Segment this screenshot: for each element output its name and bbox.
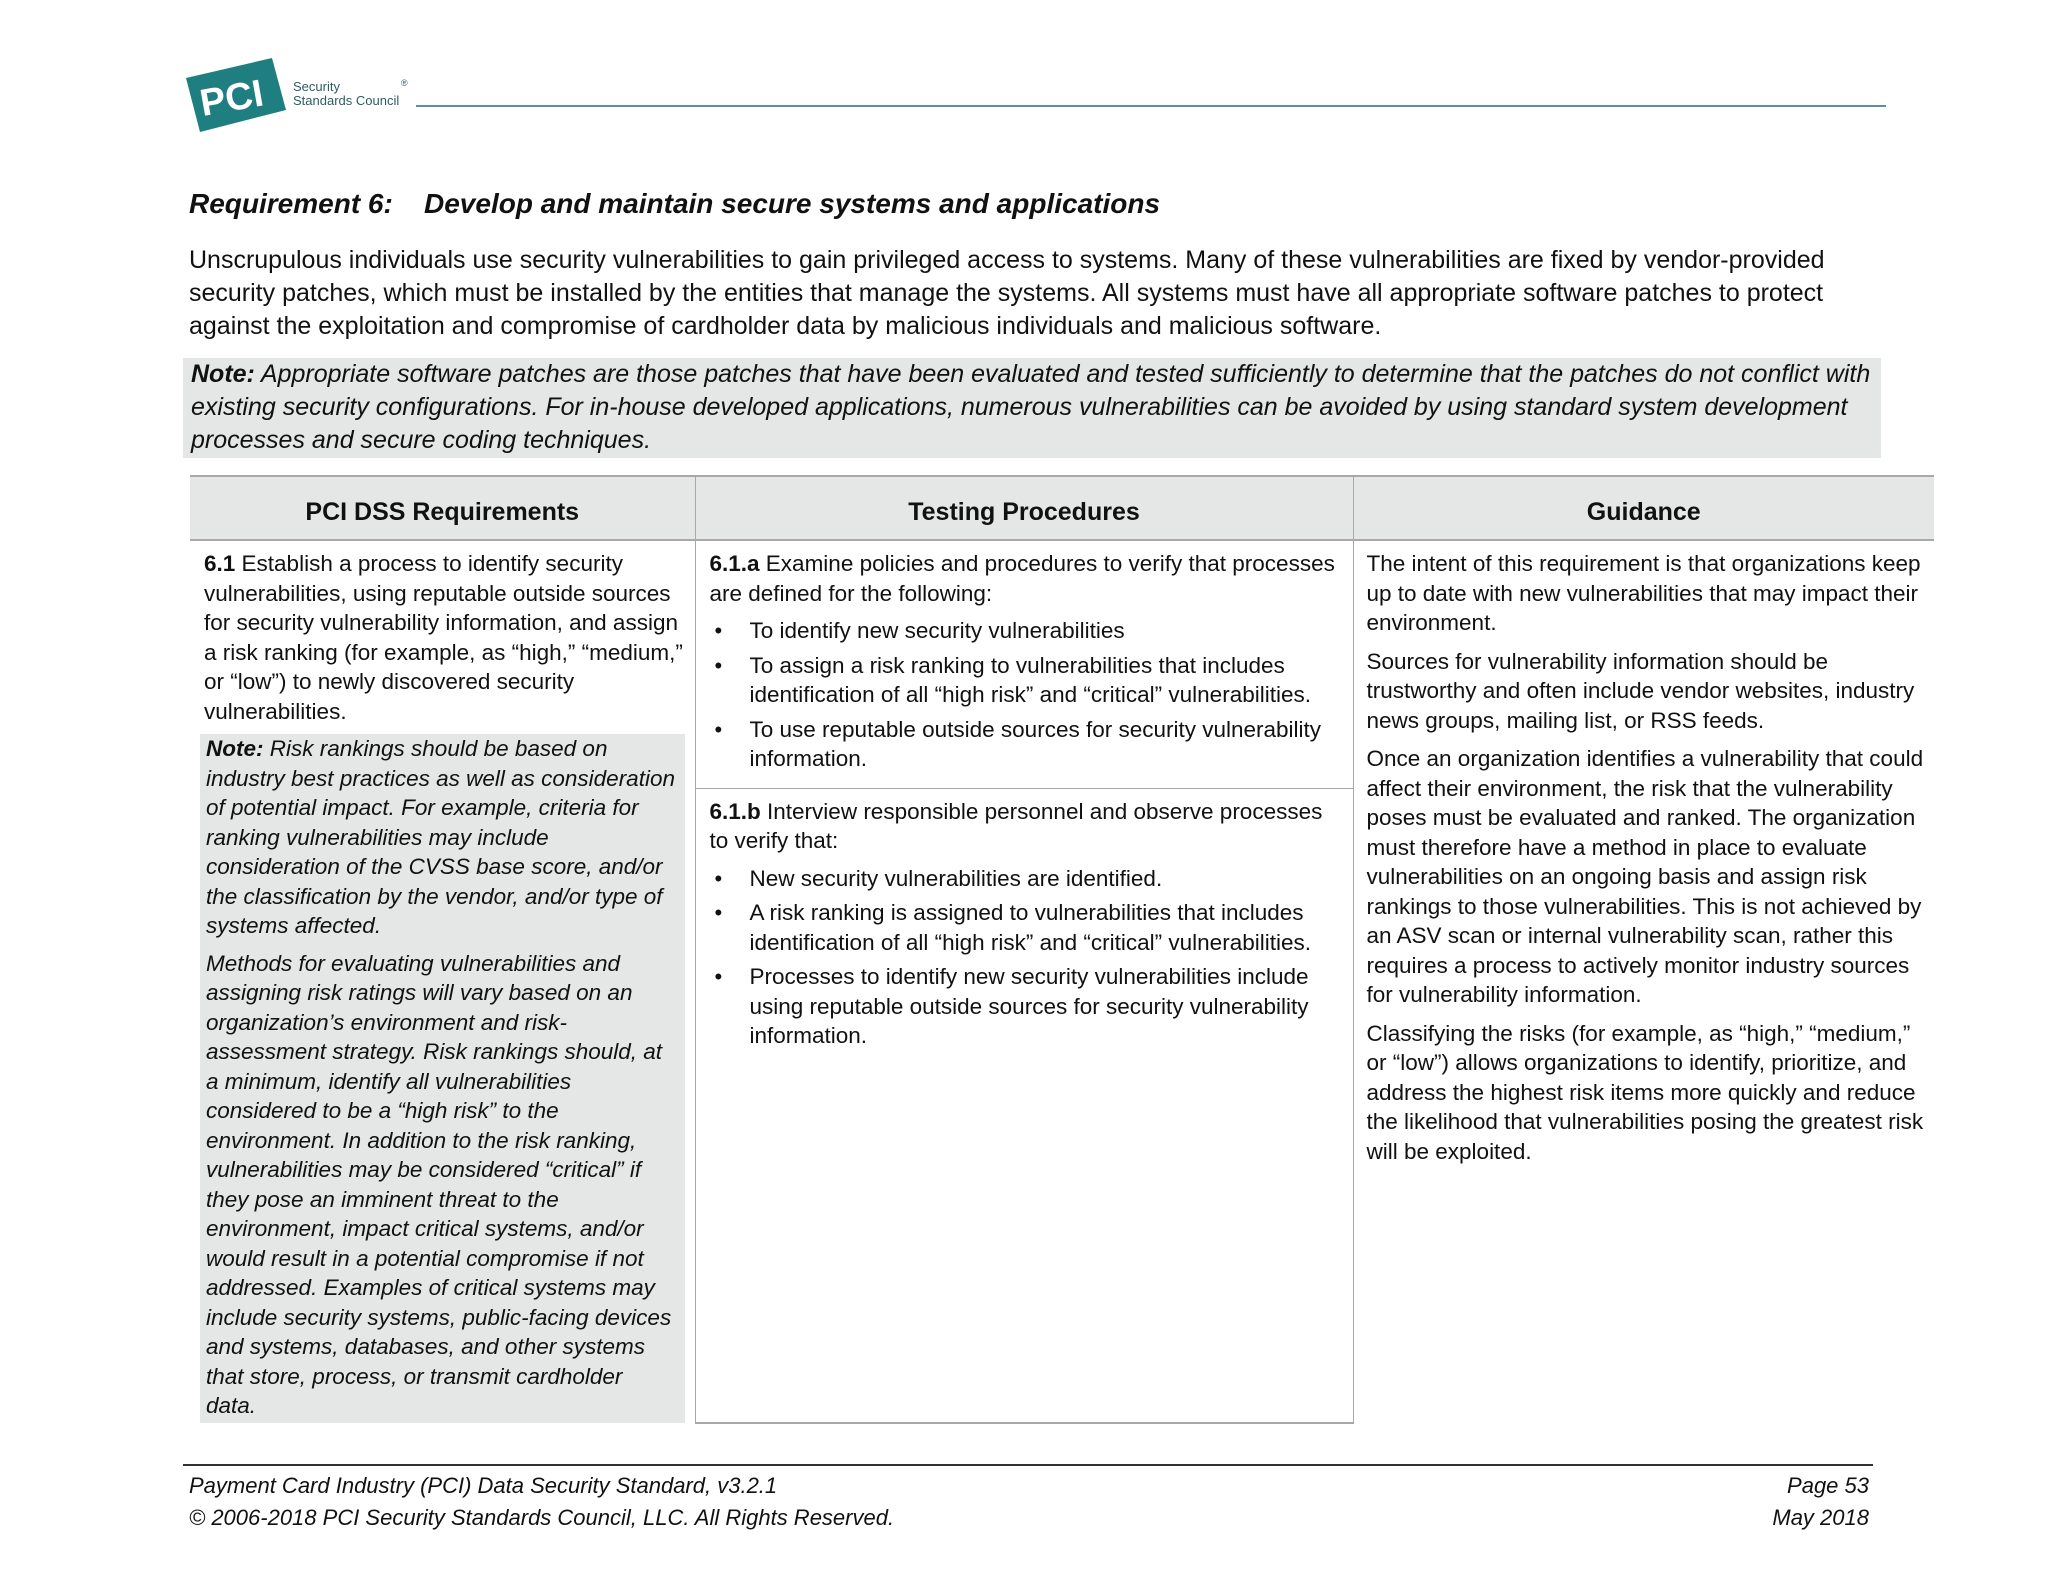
column-header-testing: Testing Procedures	[695, 476, 1353, 540]
column-header-guidance: Guidance	[1353, 476, 1934, 540]
requirement-note	[183, 358, 1881, 458]
header-rule	[416, 105, 1886, 107]
requirement-cell	[190, 540, 695, 1423]
testing-intro	[710, 797, 1341, 856]
requirement-note-box	[200, 734, 685, 1423]
registered-mark: ®	[401, 78, 408, 88]
guidance-paragraph: Sources for vulnerability information should be trustworthy and often include vendor websites, industry news groups, mailing list, or RSS feeds.	[1366, 648, 1915, 733]
list-item: • New security vulnerabilities are identified.	[750, 864, 1341, 894]
guidance-cell	[1353, 540, 1934, 1423]
testing-id: 6.1.a	[709, 551, 760, 576]
pci-logo-icon	[186, 58, 286, 132]
requirement-6-1	[204, 549, 685, 726]
testing-procedure-6-1-a	[695, 540, 1353, 788]
note-label: Note:	[191, 360, 255, 388]
list-item: • To identify new security vulnerabilities	[750, 616, 1341, 646]
testing-id: 6.1.b	[709, 798, 761, 824]
note-text: Appropriate software patches are those patches that have been evaluated and tested sufficiently to determine that the patches do not conflict with existing security configurations. For in-house developed applications, numerous vulnerabilities can be avoided by using standard system development processes and secure coding techniques.	[191, 360, 1871, 454]
requirement-note-text-1: Risk rankings should be based on industry best practices as well as consideration of potential impact. For example, criteria for ranking vulnerabilities may include consideration of the CVSS base score, and/or the classification by the vendor, and/or type of systems affected.	[206, 736, 675, 938]
requirement-id: 6.1	[204, 551, 236, 576]
list-item: • To use reputable outside sources for security vulnerability information.	[750, 715, 1341, 774]
testing-list	[708, 616, 1341, 785]
table-row	[190, 540, 1934, 788]
page-number: Page 53	[1787, 1473, 1869, 1498]
page-header	[186, 58, 1886, 138]
requirement-title	[189, 188, 1160, 220]
list-item: • To assign a risk ranking to vulnerabilities that includes identification of all “high risk” and “critical” vulnerabilities.	[750, 651, 1341, 710]
testing-list	[708, 864, 1341, 1062]
requirements-table	[190, 475, 1934, 1424]
requirement-heading: Develop and maintain secure systems and applications	[424, 188, 1161, 219]
council-name	[293, 80, 399, 108]
list-item: • A risk ranking is assigned to vulnerabilities that includes identification of all “high risk” and “critical” vulnerabilities.	[750, 898, 1341, 957]
testing-intro-text: Examine policies and procedures to verify that processes are defined for the following:	[709, 551, 1335, 606]
guidance-paragraph: Classifying the risks (for example, as “high,” “medium,” or “low”) allows organizations to identify, prioritize, and address the highest risk items more quickly and reduce the likelihood that vulnerabilities posing the greatest risk will be exploited.	[1366, 1020, 1924, 1164]
footer-copyright: © 2006-2018 PCI Security Standards Council, LLC. All Rights Reserved.	[189, 1505, 895, 1530]
council-line-2: Standards Council	[293, 93, 400, 108]
requirement-intro: Unscrupulous individuals use security vulnerabilities to gain privileged access to systems. Many of these vulnerabilities are fixed by vendor-provided security patches, which must be installed by the entities that manage the systems. All systems must have all appropriate software patches to protect against the exploitation and compromise of cardholder data by malicious individuals and malicious software.	[189, 246, 1825, 340]
table-header-row	[190, 476, 1934, 540]
requirement-text: Establish a process to identify security vulnerabilities, using reputable outside sources for security vulnerability information, and assign a risk ranking (for example, as “high,” “medium,” or “low”) to newly discovered security vulnerabilities.	[204, 551, 683, 724]
footer-date: May 2018	[1772, 1505, 1869, 1530]
council-line-1: Security	[293, 79, 340, 94]
testing-procedure-6-1-b	[695, 788, 1353, 1423]
page-footer	[189, 1470, 1869, 1534]
footer-right	[1772, 1470, 1869, 1534]
svg-text:PCI: PCI	[196, 72, 267, 125]
requirement-note-p2: Methods for evaluating vulnerabilities and assigning risk ratings will vary based on an organization’s environment and risk-assessment strategy. Risk rankings should, at a minimum, identify all vulnerabilities considered to be a “high risk” to the environment. In addition to the risk ranking, vulnerabilities may be considered “critical” if they pose an imminent threat to the environment, impact critical systems, and/or would result in a potential compromise if not addressed. Examples of critical systems may include security systems, public-facing devices and systems, databases, and other systems that store, process, or transmit cardholder data.	[206, 950, 672, 1418]
requirement-number: Requirement 6:	[189, 188, 393, 219]
testing-intro	[710, 549, 1341, 608]
requirement-note-p1	[206, 734, 679, 941]
list-item: • Processes to identify new security vulnerabilities include using reputable outside sources for security vulnerability information.	[750, 962, 1341, 1051]
guidance-paragraph: The intent of this requirement is that organizations keep up to date with new vulnerabilities that may impact their environment.	[1366, 551, 1921, 635]
testing-intro-text: Interview responsible personnel and observe processes to verify that:	[709, 798, 1323, 853]
footer-standard: Payment Card Industry (PCI) Data Security Standard, v3.2.1	[189, 1473, 778, 1498]
footer-rule	[183, 1464, 1873, 1466]
column-header-requirements: PCI DSS Requirements	[190, 476, 695, 540]
requirement-note-label: Note:	[206, 736, 264, 761]
guidance-paragraph: Once an organization identifies a vulnerability that could affect their environment, the risk that the vulnerability poses must be evaluated and ranked. The organization must therefore have a method in place to evaluate vulnerabilities on an ongoing basis and assign risk rankings to those vulnerabilities. This is not achieved by an ASV scan or internal vulnerability scan, rather this requires a process to actively monitor industry sources for vulnerability information.	[1366, 746, 1924, 1007]
